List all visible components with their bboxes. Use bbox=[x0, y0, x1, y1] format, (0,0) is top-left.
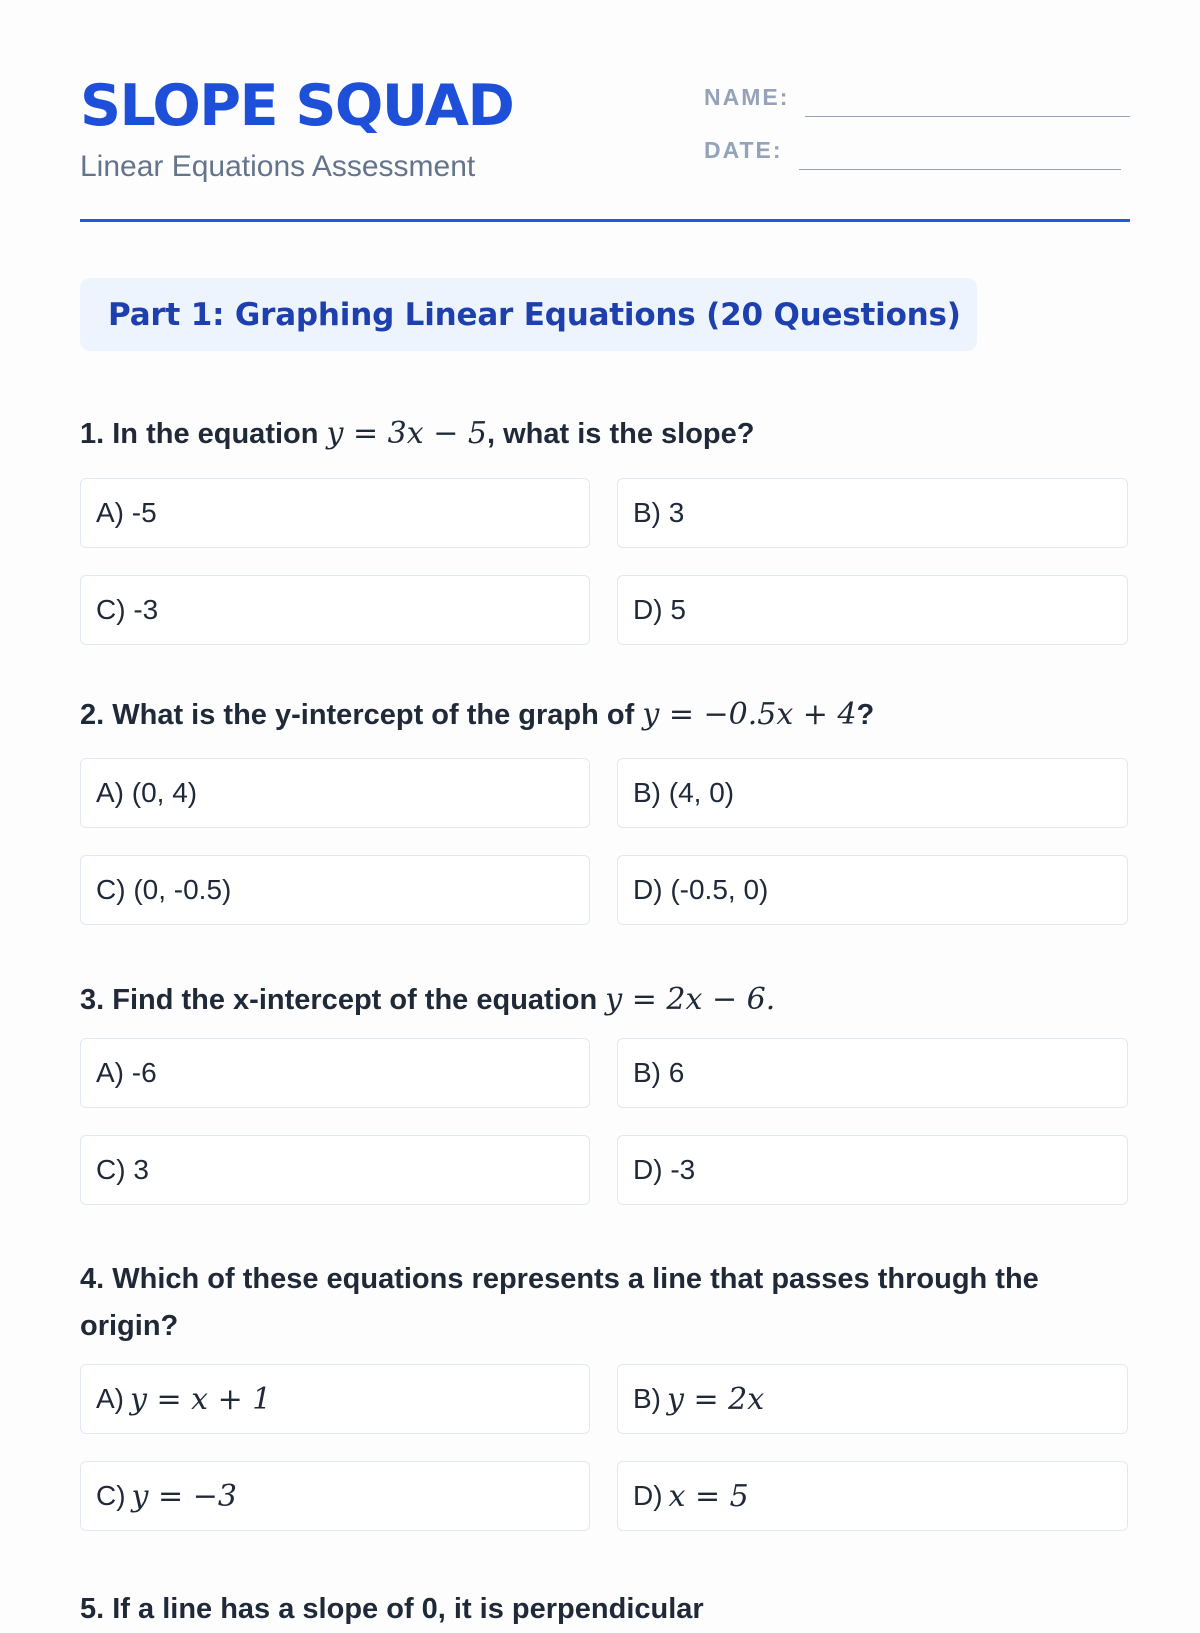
brand-title: SLOPE SQUAD bbox=[80, 73, 514, 139]
option-letter: C) bbox=[96, 1480, 126, 1511]
answer-option[interactable]: C) (0, -0.5) bbox=[80, 855, 590, 925]
answer-option[interactable]: C) -3 bbox=[80, 575, 590, 645]
answer-option[interactable]: C) 3 bbox=[80, 1135, 590, 1205]
question-suffix: , what is the slope? bbox=[486, 418, 755, 450]
question-1 bbox=[80, 410, 1130, 458]
option-equation: y = x + 1 bbox=[130, 1381, 272, 1417]
date-field[interactable] bbox=[704, 139, 1121, 162]
question-text bbox=[80, 691, 1130, 739]
option-equation: y = −3 bbox=[131, 1478, 237, 1514]
answer-option[interactable]: B) 3 bbox=[617, 478, 1128, 548]
question-suffix: ? bbox=[856, 699, 875, 731]
question-prefix: 2. What is the y-intercept of the graph of bbox=[80, 699, 643, 731]
answer-option[interactable]: A) (0, 4) bbox=[80, 758, 590, 828]
name-label: NAME: bbox=[704, 84, 790, 110]
answer-option[interactable]: B) (4, 0) bbox=[617, 758, 1128, 828]
part-banner bbox=[80, 278, 977, 351]
worksheet-page bbox=[80, 0, 1130, 1625]
question-text bbox=[80, 410, 1130, 458]
answer-option[interactable] bbox=[80, 1364, 590, 1434]
answer-option[interactable]: B) 6 bbox=[617, 1038, 1128, 1108]
answer-option[interactable] bbox=[617, 1364, 1128, 1434]
answer-option[interactable]: D) (-0.5, 0) bbox=[617, 855, 1128, 925]
name-blank-line[interactable] bbox=[805, 116, 1130, 117]
name-field[interactable] bbox=[704, 86, 1130, 109]
answer-option[interactable]: A) -6 bbox=[80, 1038, 590, 1108]
question-equation: y = −0.5x + 4 bbox=[642, 697, 857, 732]
question-text bbox=[80, 976, 1130, 1024]
date-label: DATE: bbox=[704, 137, 783, 163]
question-text: 4. Which of these equations represents a line that passes through the origin? bbox=[80, 1263, 1039, 1342]
question-prefix: 3. Find the x-intercept of the equation bbox=[80, 984, 606, 1016]
question-equation: y = 2x − 6. bbox=[605, 982, 776, 1017]
question-4 bbox=[80, 1256, 1130, 1350]
option-equation: y = 2x bbox=[667, 1381, 765, 1417]
assessment-subtitle: Linear Equations Assessment bbox=[80, 150, 476, 183]
answer-option[interactable]: A) -5 bbox=[80, 478, 590, 548]
worksheet-header bbox=[80, 0, 1130, 222]
question-2 bbox=[80, 691, 1130, 739]
answer-option[interactable]: D) 5 bbox=[617, 575, 1128, 645]
answer-option[interactable] bbox=[80, 1461, 590, 1531]
question-equation: y = 3x − 5 bbox=[326, 416, 487, 451]
question-3 bbox=[80, 976, 1130, 1024]
question-5-partial: 5. If a line has a slope of 0, it is perpendicular bbox=[80, 1593, 704, 1625]
date-blank-line[interactable] bbox=[799, 169, 1121, 170]
option-letter: B) bbox=[633, 1383, 661, 1414]
question-prefix: 1. In the equation bbox=[80, 418, 327, 450]
option-letter: D) bbox=[633, 1480, 663, 1511]
part-title: Part 1: Graphing Linear Equations (20 Questions) bbox=[108, 296, 961, 333]
answer-option[interactable]: D) -3 bbox=[617, 1135, 1128, 1205]
answer-option[interactable] bbox=[617, 1461, 1128, 1531]
option-equation: x = 5 bbox=[668, 1478, 749, 1514]
option-letter: A) bbox=[96, 1383, 124, 1414]
